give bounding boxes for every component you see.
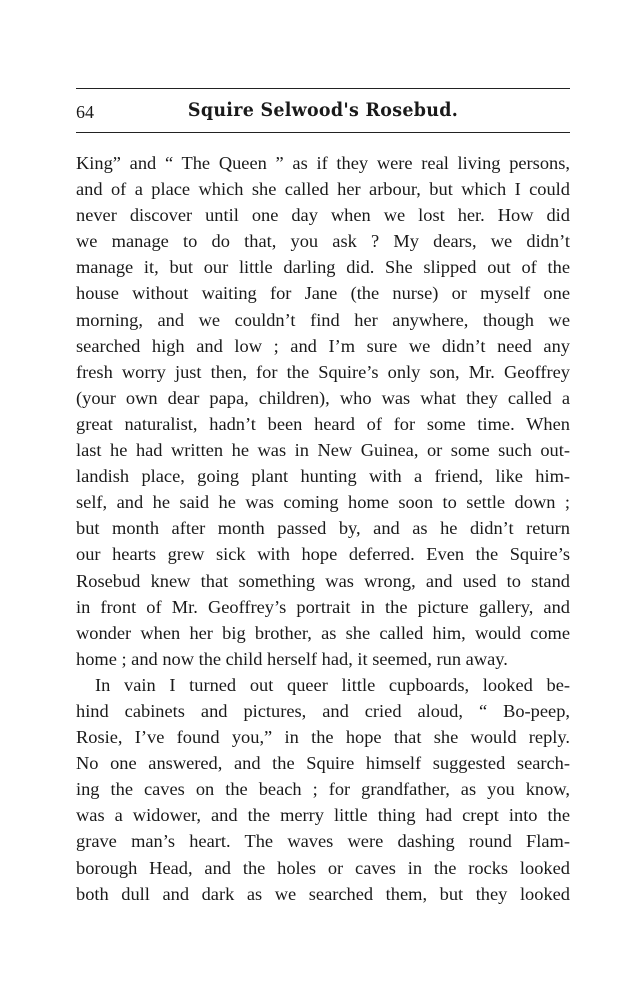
text-line: Rosie, I’ve found you,” in the hope that she would reply. [76, 727, 570, 748]
text-line: No one answered, and the Squire himself suggested search- [76, 753, 570, 774]
text-line: hind cabinets and pictures, and cried aloud, “ Bo-peep, [76, 700, 570, 721]
text-line: self, and he said he was coming home soon to settle down ; [76, 492, 570, 513]
text-line: and of a place which she called her arbour, but which I could [76, 179, 570, 200]
text-line: but month after month passed by, and as he didn’t return [76, 518, 570, 539]
text-line: (your own dear papa, children), who was what they called a [76, 387, 570, 408]
text-line: fresh worry just then, for the Squire’s only son, Mr. Geoffrey [76, 361, 570, 382]
running-head-title: Squire Selwood's Rosebud. [187, 99, 459, 121]
text-line: wonder when her big brother, as she called him, would come [76, 622, 570, 643]
body-text [76, 150, 570, 907]
text-line: home ; and now the child herself had, it seemed, run away. [76, 648, 508, 669]
text-line: searched high and low ; and I’m sure we didn’t need any [76, 335, 570, 356]
text-line: King” and “ The Queen ” as if they were real living persons, [76, 153, 570, 173]
text-line: in front of Mr. Geoffrey’s portrait in the picture gallery, and [76, 596, 570, 617]
text-line: In vain I turned out queer little cupboards, looked be- [95, 674, 570, 695]
header-rule-top [76, 88, 570, 89]
header-rule-bottom [76, 132, 570, 133]
text-line: great naturalist, hadn’t been heard of for some time. When [76, 413, 570, 434]
text-line: Rosebud knew that something was wrong, and used to stand [76, 570, 570, 591]
text-line: our hearts grew sick with hope deferred. Even the Squire’s [76, 544, 570, 565]
text-line: manage it, but our little darling did. She slipped out of the [76, 257, 570, 278]
text-line: landish place, going plant hunting with a friend, like him- [76, 466, 570, 487]
text-line: never discover until one day when we lost her. How did [76, 205, 570, 226]
page-header [76, 99, 570, 127]
text-line: both dull and dark as we searched them, but they looked [76, 883, 570, 904]
text-line: house without waiting for Jane (the nurse) or myself one [76, 283, 570, 304]
text-line: we manage to do that, you ask ? My dears, we didn’t [76, 231, 570, 252]
text-line: grave man’s heart. The waves were dashing round Flam- [76, 831, 570, 852]
text-line: ing the caves on the beach ; for grandfather, as you know, [76, 779, 570, 800]
text-line: borough Head, and the holes or caves in the rocks looked [76, 857, 570, 878]
text-line: morning, and we couldn’t find her anywhere, though we [76, 309, 570, 330]
page-number: 64 [76, 102, 94, 122]
text-line: last he had written he was in New Guinea, or some such out- [76, 440, 570, 461]
text-line: was a widower, and the merry little thing had crept into the [76, 805, 570, 826]
